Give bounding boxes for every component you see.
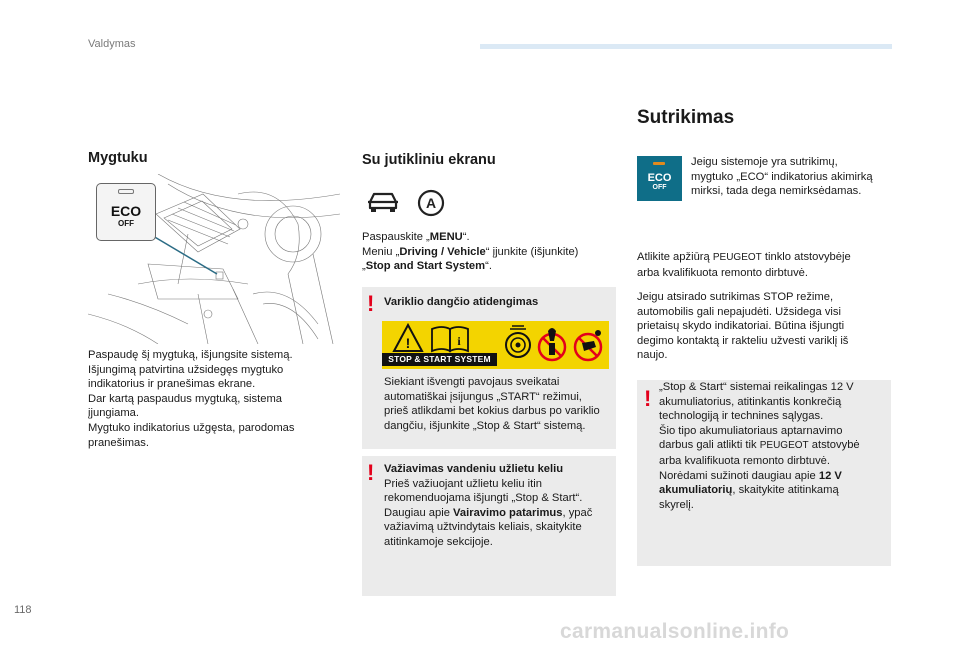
text-line: naujo. [637, 349, 668, 362]
text-line: Jeigu sistemoje yra sutrikimų, [691, 156, 838, 168]
auto-start-icon [416, 188, 446, 223]
text-line: akumuliatorius, atitinkantis konkrečią [659, 395, 842, 408]
text-line: automobilis gali nepajudėti. Užsidega visi [637, 305, 841, 318]
text-line: atitinkamoje sekcijoje. [384, 535, 493, 548]
off-label: OFF [118, 219, 134, 228]
text-line: mygtuko „ECO“ indikatorius akimirką [691, 170, 873, 183]
eco-off-indicator-icon [637, 156, 682, 201]
text-line: technologiją ir technines sąlygas. [659, 410, 824, 423]
page-number: 118 [14, 604, 32, 616]
flooded-road-warning-title: Važiavimas vandeniu užlietu keliu [384, 463, 564, 475]
stop-mode-failure-description [637, 290, 892, 363]
malfunction-title: Sutrikimas [637, 107, 735, 128]
text-line: Siekiant išvengti pavojaus sveikatai [384, 376, 560, 388]
eco-off-button-illustration [96, 183, 156, 241]
text-line: Meniu „Driving / Vehicle“ įjunkite (išjunkite) [362, 245, 579, 258]
text-line: akumuliatorių, skaitykite atitinkamą [659, 484, 839, 497]
battery-warning-box [637, 380, 891, 566]
text-line: Jeigu atsirado sutrikimas STOP režime, [637, 291, 834, 303]
text-line: arba kvalifikuota remonto dirbtuvė. [637, 266, 809, 279]
indicator-led-icon [118, 189, 134, 194]
text-line: dangčiu, išjunkite „Stop & Start“ sistemą. [384, 419, 586, 432]
indicator-blink-description [691, 155, 891, 199]
text-line: Šio tipo akumuliatoriaus aptarnavimo [659, 424, 843, 437]
text-line: degimo kontaktą ir rakteliu užvesti variklį iš [637, 334, 849, 347]
flooded-road-warning-box [362, 456, 616, 596]
text-line: Paspauskite „MENU“. [362, 231, 470, 243]
engine-fan-danger-icons [502, 323, 608, 367]
text-line: automatiškai įsijungus „START“ režimui, [384, 390, 582, 403]
text-line: Dar kartą paspaudus mygtuką, sistema [88, 392, 283, 405]
text-line: važiavimą užtvindytais keliais, skaitykite [384, 521, 582, 534]
eco-label: ECO [647, 172, 672, 184]
warning-exclamation-icon: ! [367, 291, 375, 316]
mygtuku-description [88, 348, 348, 450]
section-label: Valdymas [88, 38, 136, 50]
text-line: Daugiau apie Vairavimo patarimus, ypač [384, 506, 593, 519]
mygtuku-title: Mygtuku [88, 150, 148, 166]
warning-exclamation-icon: ! [644, 386, 652, 411]
text-line: įjungiama. [88, 407, 139, 420]
battery-warning-text [659, 380, 889, 512]
text-line: Mygtuko indikatorius užgęsta, parodomas [88, 421, 295, 434]
text-line: Išjungimą patvirtina užsidegęs mygtuko [88, 363, 284, 376]
text-line: Paspaudę šį mygtuką, išjungsite sistemą. [88, 349, 293, 361]
text-line: pranešimas. [88, 436, 149, 449]
stop-start-warning-banner [382, 321, 609, 369]
touchscreen-title: Su jutikliniu ekranu [362, 152, 496, 168]
text-line: darbus gali atlikti tik PEUGEOT atstovybė [659, 439, 860, 452]
warning-triangle-and-manual-icon [392, 323, 472, 353]
text-line: prietaisų skydo indikatoriai. Būtina išjungti [637, 320, 845, 333]
text-line: Atlikite apžiūrą PEUGEOT tinklo atstovybėje [637, 251, 851, 263]
hood-warning-text [384, 375, 612, 433]
hood-warning-title: Variklio dangčio atidengimas [384, 296, 539, 308]
stop-start-banner-label: STOP & START SYSTEM [382, 353, 497, 366]
flooded-road-warning-text [384, 462, 612, 550]
off-label: OFF [652, 184, 667, 191]
text-line: Norėdami sužinoti daugiau apie 12 V [659, 469, 842, 482]
car-icon [366, 190, 400, 219]
text-line: rekomenduojama išjungti „Stop & Start“. [384, 492, 583, 505]
text-line: indikatorius ir pranešimas ekrane. [88, 378, 256, 391]
text-line: mirksi, tada dega nemirksėdamas. [691, 185, 862, 198]
text-line: „Stop and Start System“. [362, 260, 492, 273]
watermark: carmanualsonline.info [560, 620, 790, 643]
text-line: Prieš važiuojant užlietu keliu itin [384, 477, 542, 490]
text-line: „Stop & Start“ sistemai reikalingas 12 V [659, 381, 854, 393]
eco-label: ECO [110, 203, 142, 219]
text-line: prieš atlikdami bet kokius darbus po variklio [384, 405, 600, 418]
svg-text:!: ! [405, 335, 411, 351]
header-bar [480, 44, 892, 49]
svg-text:A: A [425, 195, 437, 211]
text-line: skyrelį. [659, 498, 694, 511]
touchscreen-instructions [362, 230, 612, 274]
svg-text:i: i [457, 334, 461, 348]
service-advice [637, 250, 892, 280]
warning-exclamation-icon: ! [367, 460, 375, 485]
text-line: arba kvalifikuota remonto dirbtuvė. [659, 454, 831, 467]
hood-warning-box [362, 287, 616, 449]
indicator-led-icon [653, 162, 665, 165]
